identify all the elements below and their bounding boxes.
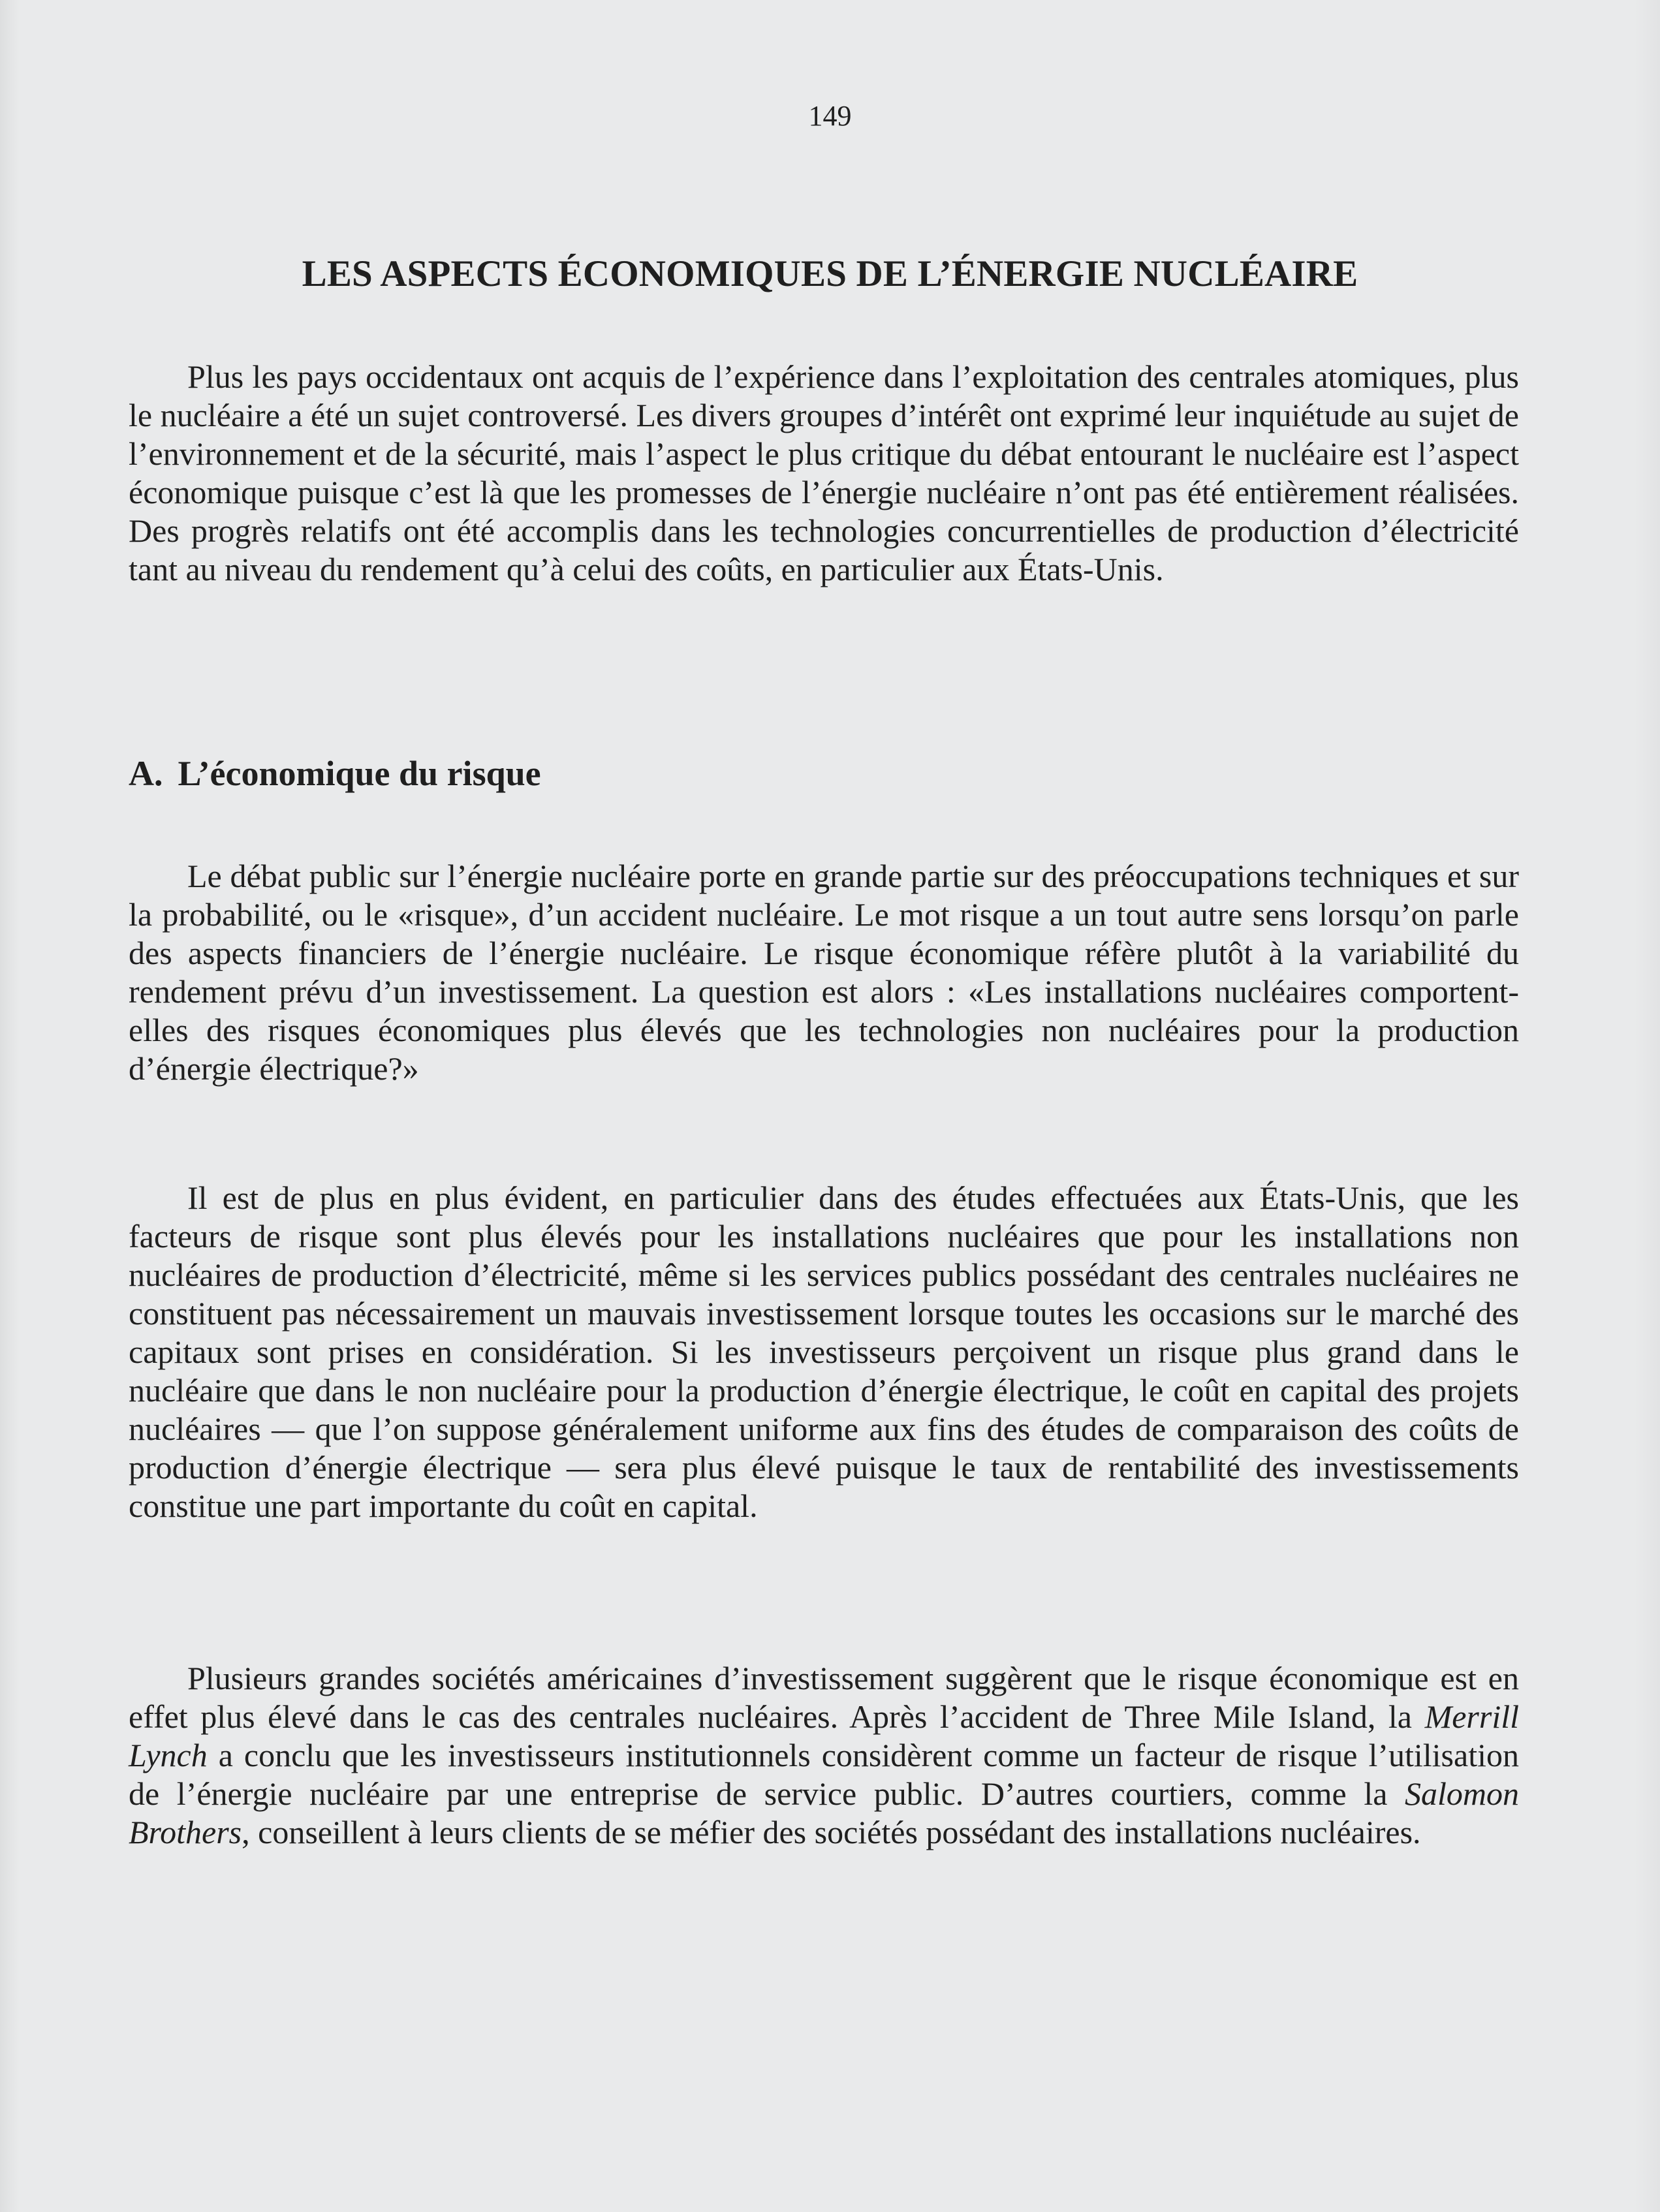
page-number: 149 bbox=[808, 100, 852, 132]
page-title: LES ASPECTS ÉCONOMIQUES DE L’ÉNERGIE NUCLÉAIRE bbox=[302, 253, 1358, 294]
investors-text-end: , conseillent à leurs clients de se méfier des sociétés possédant des installations nucléaires. bbox=[242, 1814, 1421, 1850]
section-title: L’économique du risque bbox=[178, 754, 541, 793]
paragraph-investors bbox=[129, 1659, 1519, 1852]
paragraph-evidence: Il est de plus en plus évident, en particulier dans des études effectuées aux États-Unis, que les facteurs de risque sont plus élevés pour les installations nucléaires que pour les installations non nucléaires de production d’électricité, même si les services publics possédant des centrales nucléaires ne constituent pas nécessairement un mauvais investissement lorsque toutes les occasions sur le marché des capitaux sont prises en considération. Si les investisseurs perçoivent un risque plus grand dans le nucléaire que dans le non nucléaire pour la production d’énergie électrique, le coût en capital des projets nucléaires — que l’on suppose généralement uniforme aux fins des études de comparaison des coûts de production d’énergie électrique — sera plus élevé puisque le taux de rentabilité des investissements constitue une part importante du coût en capital. bbox=[129, 1179, 1519, 1524]
investors-text-middle: a conclu que les investisseurs institutionnels considèrent comme un facteur de risque l’utilisation de l’énergie nucléaire par une entreprise de service public. D’autres courtiers, comme la bbox=[129, 1737, 1519, 1812]
paragraph-intro: Plus les pays occidentaux ont acquis de l’expérience dans l’exploitation des centrales atomiques, plus le nucléaire a été un sujet controversé. Les divers groupes d’intérêt ont exprimé leur inquiétude au sujet de l’environnement et de la sécurité, mais l’aspect le plus critique du débat entourant le nucléaire est l’aspect économique puisque c’est là que les promesses de l’énergie nucléaire n’ont pas été entièrement réalisées. Des progrès relatifs ont été accomplis dans les technologies concurrentielles de production d’électricité tant au niveau du rendement qu’à celui des coûts, en particulier aux États-Unis. bbox=[129, 358, 1519, 587]
paragraph-risk-debate: Le débat public sur l’énergie nucléaire porte en grande partie sur des préoccupations techniques et sur la probabilité, ou le «risque», d’un accident nucléaire. Le mot risque a un tout autre sens lorsqu’on parle des aspects financiers de l’énergie nucléaire. Le risque économique réfère plutôt à la variabilité du rendement prévu d’un investissement. La question est alors : «Les installations nucléaires comportent-elles des risques économiques plus élevés que les technologies non nucléaires pour la production d’énergie électrique?» bbox=[129, 858, 1519, 1087]
section-letter: A. bbox=[129, 754, 163, 793]
salomon-brothers-name: Salomon Brothers bbox=[129, 1775, 1519, 1850]
investors-text-start: Plusieurs grandes sociétés américaines d’investissement suggèrent que le risque économique est en effet plus élevé dans le cas des centrales nucléaires. Après l’accident de Three Mile Island, la bbox=[129, 1660, 1519, 1735]
section-heading-a bbox=[129, 753, 1042, 794]
merrill-lynch-name: Merrill Lynch bbox=[129, 1698, 1519, 1773]
